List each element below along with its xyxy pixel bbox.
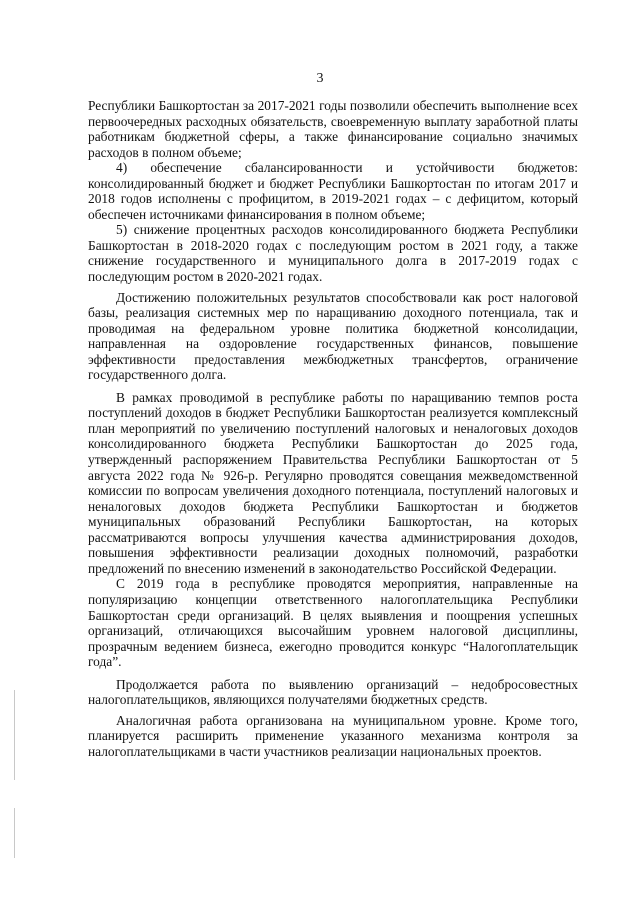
paragraph-results: Достижению положительных результатов способствовали как рост налоговой базы, реализация системных мер по наращиванию доходного потенциала, так и проводимая на федеральном уровне политика бюджетной консолидации, направленная на оздоровление государственных финансов, повышение эффективности предоставления межбюджетных трансфертов, ограничение государственного долга. xyxy=(88,289,578,383)
page-number: 3 xyxy=(316,71,324,86)
paragraph-continuation: Республики Башкортостан за 2017-2021 годы позволили обеспечить выполнение всех первоочередных расходных обязательств, своевременную выплату заработной платы работникам бюджетной сферы, а также финансирование социально значимых расходов в полном объеме; xyxy=(88,98,578,160)
scan-edge-mark xyxy=(14,690,15,780)
paragraph-item-4: 4) обеспечение сбалансированности и устойчивости бюджетов: консолидированный бюджет и бюджет Республики Башкортостан по итогам 2017 и 2018 годов исполнены с профицитом, в 2019-2021 годах – с дефицитом, который обеспечен источниками финансирования в полном объеме; xyxy=(88,160,578,222)
paragraph-taxpayer-contest: С 2019 года в республике проводятся мероприятия, направленные на популяризацию концепции ответственного налогоплательщика Республики Башкортостан среди организаций. В целях выявления и поощрения успешных организаций, отличающихся высочайшим уровнем налоговой дисциплины, прозрачным ведением бизнеса, ежегодно проводится конкурс “Налогоплательщик года”. xyxy=(88,576,578,670)
document-body xyxy=(88,98,578,759)
paragraph-item-5: 5) снижение процентных расходов консолидированного бюджета Республики Башкортостан в 2018-2020 годах с последующим ростом в 2021 году, а также снижение государственного и муниципального долга в 2017-2019 годах с последующим ростом в 2020-2021 годах. xyxy=(88,222,578,285)
paragraph-unscrupulous-taxpayers: Продолжается работа по выявлению организаций – недобросовестных налогоплательщиков, являющихся получателями бюджетных средств. xyxy=(88,676,578,708)
paragraph-municipal-level: Аналогичная работа организована на муниципальном уровне. Кроме того, планируется расширить применение указанного механизма контроля за налогоплательщиками в части участников реализации национальных проектов. xyxy=(88,712,578,759)
paragraph-revenue-plan: В рамках проводимой в республике работы по наращиванию темпов роста поступлений доходов в бюджет Республики Башкортостан реализуется комплексный план мероприятий по увеличению поступлений налоговых и неналоговых доходов консолидированного бюджета Республики Башкортостан до 2025 года, утвержденный распоряжением Правительства Республики Башкортостан от 5 августа 2022 года № 926-р. Регулярно проводятся совещания межведомственной комиссии по вопросам увеличения доходного потенциала, поступлений налоговых и неналоговых доходов бюджета Республики Башкортостан и бюджетов муниципальных образований Республики Башкортостан, на которых рассматриваются вопросы улучшения качества администрирования доходов, повышения эффективности реализации доходных полномочий, разработки предложений по внесению изменений в законодательство Российской Федерации. xyxy=(88,389,578,576)
scan-edge-mark xyxy=(14,808,15,858)
